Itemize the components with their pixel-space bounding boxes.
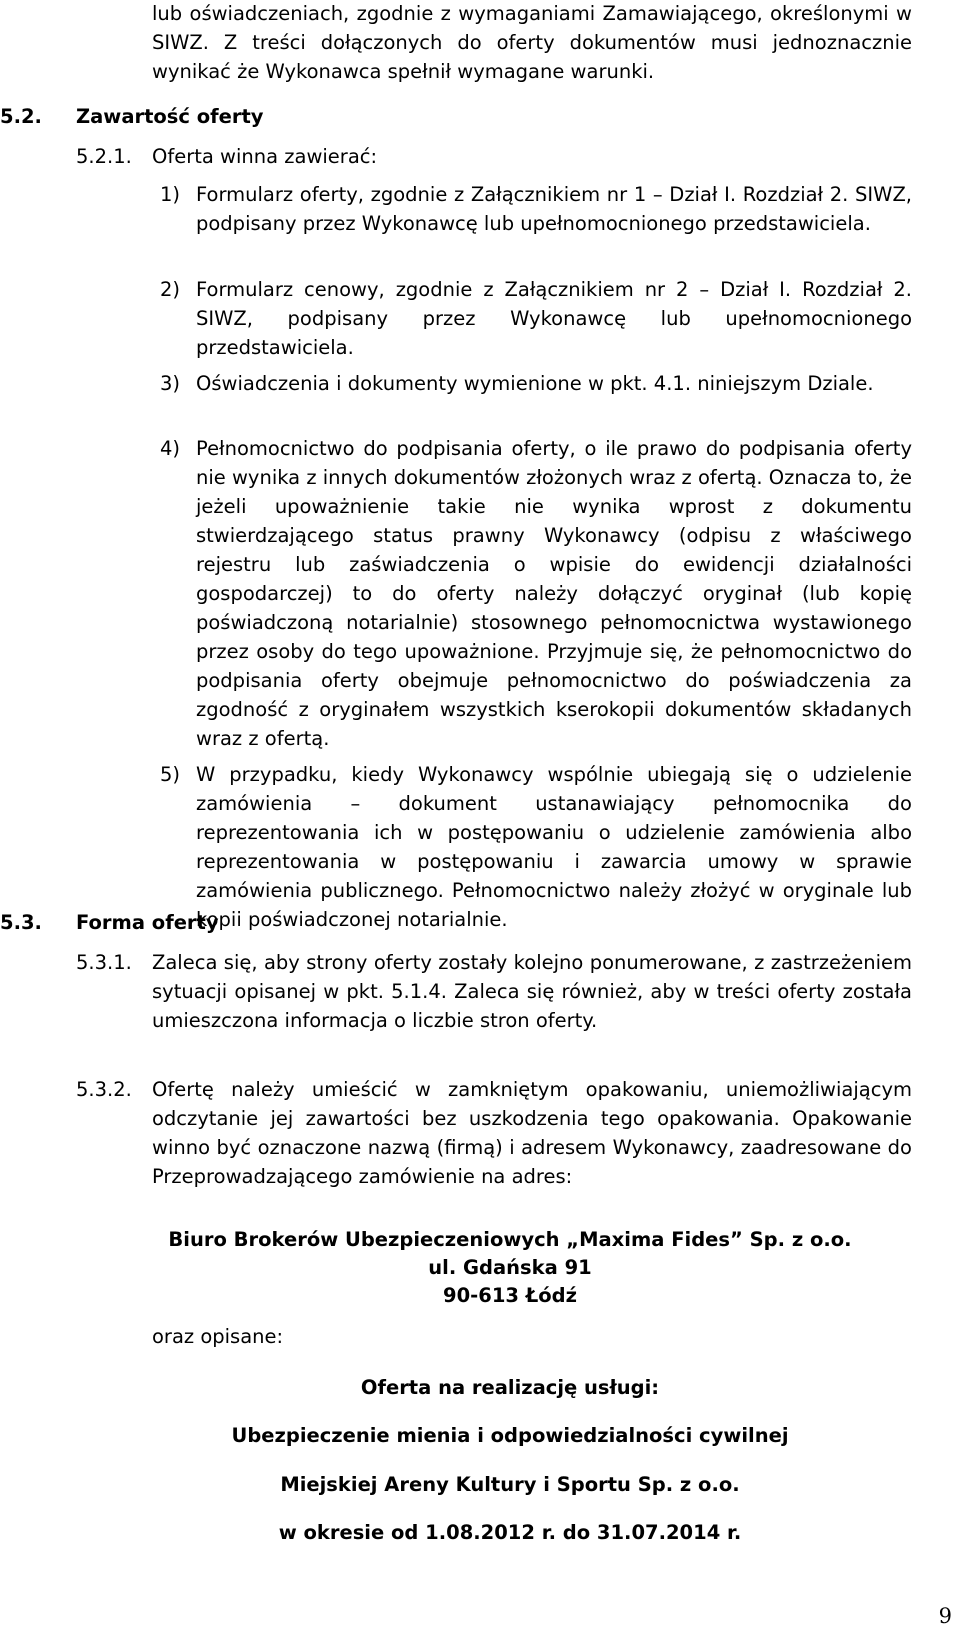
section-5-3-title: Forma oferty: [76, 911, 219, 934]
section-5-3-1-text: Zaleca się, aby strony oferty zostały kolejno ponumerowane, z zastrzeżeniem sytuacji opisanej w pkt. 5.1.4. Zaleca się również, aby w treści oferty została umieszczona informacja o liczbie stron oferty.: [152, 951, 912, 1032]
section-5-3-2-number: 5.3.2.: [76, 1078, 132, 1101]
section-5-2-title: Zawartość oferty: [76, 105, 264, 128]
described-label: oraz opisane:: [152, 1325, 284, 1348]
list-item-number: 4): [160, 437, 181, 460]
envelope-label-client: Miejskiej Areny Kultury i Sportu Sp. z o.o.: [280, 1473, 740, 1496]
address-street: ul. Gdańska 91: [428, 1256, 592, 1279]
list-item-number: 3): [160, 372, 181, 395]
page-number: 9: [938, 1604, 952, 1628]
section-5-2-1-number: 5.2.1.: [76, 145, 132, 168]
list-item-number: 2): [160, 278, 181, 301]
list-item: W przypadku, kiedy Wykonawcy wspólnie ubiegają się o udzielenie zamówienia – dokument ustanawiający pełnomocnika do reprezentowania ich w postępowaniu o udzielenie zamówienia albo reprezentowania w postępowaniu i zawarcia umowy w sprawie zamówienia publicznego. Pełnomocnictwo należy złożyć w oryginale lub kopii poświadczonej notarialnie.: [196, 763, 912, 931]
list-item-number: 5): [160, 763, 181, 786]
section-5-3-1-number: 5.3.1.: [76, 951, 132, 974]
address-company: Biuro Brokerów Ubezpieczeniowych „Maxima Fides” Sp. z o.o.: [168, 1228, 852, 1251]
section-5-2-1-title: Oferta winna zawierać:: [152, 145, 378, 168]
envelope-label-title: Oferta na realizację usługi:: [360, 1376, 660, 1399]
section-5-3-2-text: Ofertę należy umieścić w zamkniętym opakowaniu, uniemożliwiającym odczytanie jej zawartości bez uszkodzenia tego opakowania. Opakowanie winno być oznaczone nazwą (firmą) i adresem Wykonawcy, zaadresowane do Przeprowadzającego zamówienie na adres:: [152, 1078, 912, 1188]
section-5-3-number: 5.3.: [0, 911, 42, 934]
section-5-2-number: 5.2.: [0, 105, 42, 128]
address-city: 90-613 Łódź: [443, 1284, 577, 1307]
list-item: Formularz oferty, zgodnie z Załącznikiem nr 1 – Dział I. Rozdział 2. SIWZ, podpisany przez Wykonawcę lub upełnomocnionego przedstawiciela.: [196, 183, 912, 235]
envelope-label-subject: Ubezpieczenie mienia i odpowiedzialności cywilnej: [231, 1424, 789, 1447]
envelope-label-period: w okresie od 1.08.2012 r. do 31.07.2014 r.: [278, 1521, 742, 1544]
list-item: Pełnomocnictwo do podpisania oferty, o ile prawo do podpisania oferty nie wynika z innych dokumentów złożonych wraz z ofertą. Oznacza to, że jeżeli upoważnienie takie nie wynika wprost z dokumentu stwierdzającego status prawny Wykonawcy (odpisu z właściwego rejestru lub zaświadczenia o wpisie do ewidencji działalności gospodarczej) to do oferty należy dołączyć oryginał (lub kopię poświadczoną notarialnie) stosownego pełnomocnictwa wystawionego przez osoby do tego upoważnione. Przyjmuje się, że pełnomocnictwo do podpisania oferty obejmuje pełnomocnictwo do poświadczenia za zgodność z oryginałem wszystkich kserokopii dokumentów składanych wraz z ofertą.: [196, 437, 912, 750]
intro-paragraph: lub oświadczeniach, zgodnie z wymaganiami Zamawiającego, określonymi w SIWZ. Z treści dołączonych do oferty dokumentów musi jednoznacznie wynikać że Wykonawca spełnił wymagane warunki.: [152, 2, 912, 83]
list-item: Formularz cenowy, zgodnie z Załącznikiem nr 2 – Dział I. Rozdział 2. SIWZ, podpisany przez Wykonawcę lub upełnomocnionego przedstawiciela.: [196, 278, 912, 359]
list-item-number: 1): [160, 183, 181, 206]
list-item: Oświadczenia i dokumenty wymienione w pkt. 4.1. niniejszym Dziale.: [196, 372, 874, 395]
